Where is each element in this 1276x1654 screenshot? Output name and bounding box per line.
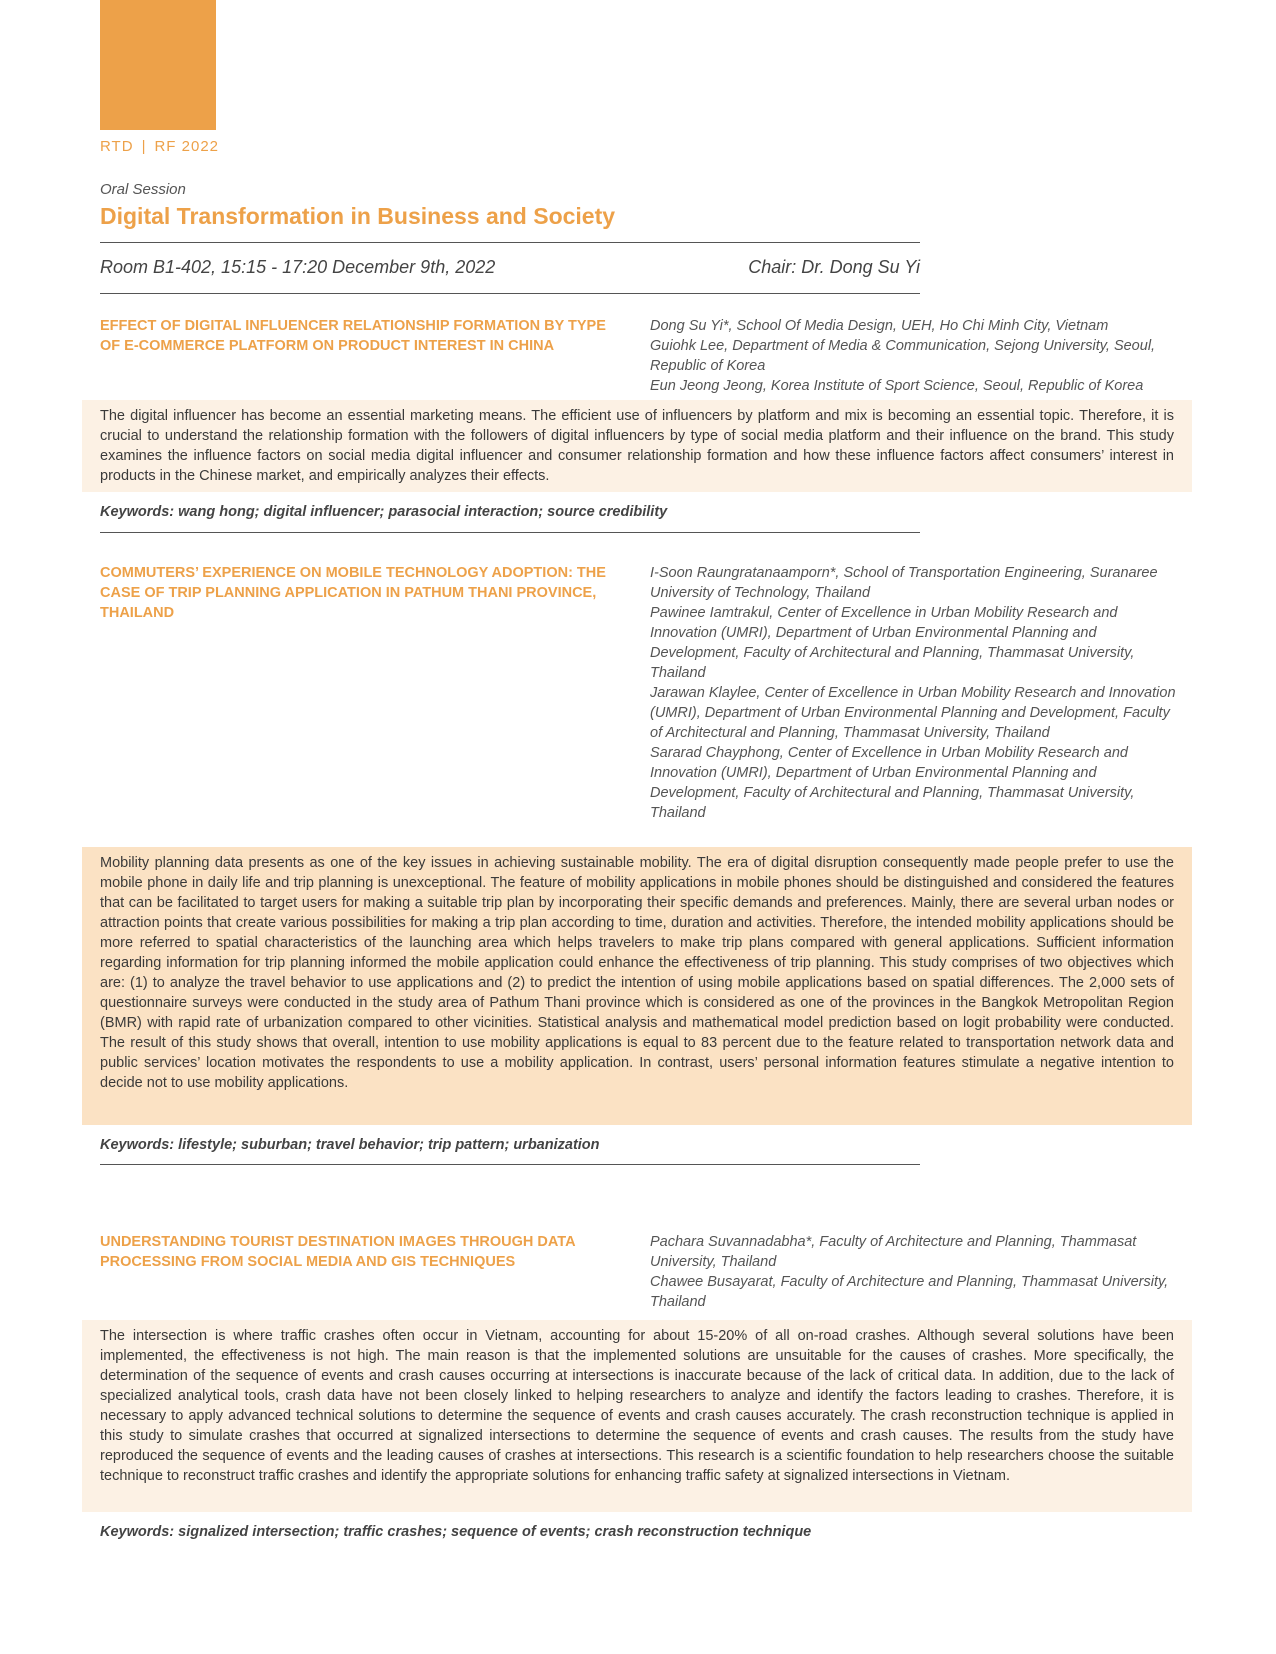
session-title: Digital Transformation in Business and Society bbox=[100, 203, 616, 229]
logo-color-block bbox=[100, 0, 216, 130]
divider bbox=[100, 293, 920, 294]
paper-keywords: Keywords: lifestyle; suburban; travel behavior; trip pattern; urbanization bbox=[100, 1137, 600, 1153]
divider bbox=[100, 532, 920, 533]
author-entry: Chawee Busayarat, Faculty of Architecture and Planning, Thammasat University, Thailand bbox=[650, 1274, 1169, 1310]
session-type: Oral Session bbox=[100, 181, 186, 198]
author-entry: Jarawan Klaylee, Center of Excellence in Urban Mobility Research and Innovation (UMRI), Department of Urban Environmental Planning and Development, Faculty of Architectural and Planning, Thammasat University, Thailand bbox=[650, 685, 1176, 741]
paper-title: EFFECT OF DIGITAL INFLUENCER RELATIONSHIP FORMATION BY TYPE OF E-COMMERCE PLATFORM ON PRODUCT INTEREST IN CHINA bbox=[100, 318, 606, 354]
org-label: RTD bbox=[100, 138, 134, 155]
divider bbox=[100, 242, 920, 243]
paper-title: COMMUTERS’ EXPERIENCE ON MOBILE TECHNOLOGY ADOPTION: THE CASE OF TRIP PLANNING APPLICATION IN PATHUM THANI PROVINCE, THAILAND bbox=[100, 565, 606, 621]
tag-separator: | bbox=[141, 138, 147, 155]
paper-title: UNDERSTANDING TOURIST DESTINATION IMAGES THROUGH DATA PROCESSING FROM SOCIAL MEDIA AND GIS TECHNIQUES bbox=[100, 1234, 576, 1270]
paper-authors bbox=[650, 563, 1180, 823]
paper-authors bbox=[650, 1232, 1180, 1312]
event-tag bbox=[100, 138, 219, 155]
paper-keywords: Keywords: signalized intersection; traffic crashes; sequence of events; crash reconstruction technique bbox=[100, 1524, 812, 1540]
session-chair: Chair: Dr. Dong Su Yi bbox=[748, 257, 920, 277]
paper-abstract: Mobility planning data presents as one of the key issues in achieving sustainable mobility. The era of digital disruption consequently made people prefer to use the mobile phone in daily life and trip planning is unexceptional. The feature of mobility applications in mobile phones should be distinguished and considered the features that can be facilitated to target users for making a suitable trip plan by incorporating their specific demands and preferences. Mainly, there are several urban nodes or attraction points that create various possibilities for making a trip plan according to time, duration and activities. Therefore, the intended mobility applications should be more referred to spatial characteristics of the launching area which helps travelers to make trip plans compared with general applications. Sufficient information regarding information for trip planning informed the mobile application could enhance the effectiveness of trip planning. This study comprises of two objectives which are: (1) to analyze the travel behavior to use applications and (2) to predict the intention of using mobile applications based on spatial differences. The 2,000 sets of questionnaire surveys were conducted in the study area of Pathum Thani province which is considered as one of the provinces in the Bangkok Metropolitan Region (BMR) with rapid rate of urbanization compared to other vicinities. Statistical analysis and mathematical model prediction based on logit probability were conducted. The result of this study shows that overall, intention to use mobility applications is equal to 83 percent due to the feature related to transportation network data and public services’ location motivates the respondents to use a mobility application. In contrast, users’ personal information features stimulate a negative intention to decide not to use mobility applications. bbox=[82, 847, 1192, 1125]
author-entry: Dong Su Yi*, School Of Media Design, UEH, Ho Chi Minh City, Vietnam bbox=[650, 318, 1109, 334]
paper-abstract: The intersection is where traffic crashes often occur in Vietnam, accounting for about 15-20% of all on-road crashes. Although several solutions have been implemented, the effectiveness is not high. The main reason is that the implemented solutions are unsuitable for the causes of crashes. More specifically, the determination of the sequence of events and crash causes occurring at intersections is inaccurate because of the lack of critical data. In addition, due to the lack of specialized analytical tools, crash data have not been closely linked to helping researchers to analyze and identify the factors leading to crashes. Therefore, it is necessary to apply advanced technical solutions to determine the sequence of events and crash causes accurately. The crash reconstruction technique is applied in this study to simulate crashes that occurred at signalized intersections to determine the sequence of events and crash causes. The results from the study have reproduced the sequence of events and the leading causes of crashes at intersections. This research is a scientific foundation to help researchers choose the suitable technique to reconstruct traffic crashes and identify the appropriate solutions for enhancing traffic safety at signalized intersections in Vietnam. bbox=[82, 1320, 1192, 1512]
author-entry: Pawinee Iamtrakul, Center of Excellence in Urban Mobility Research and Innovation (UMRI), Department of Urban Environmental Planning and Development, Faculty of Architectural and Planning, Thammasat University, Thailand bbox=[650, 605, 1135, 681]
paper-authors bbox=[650, 316, 1180, 396]
paper-keywords: Keywords: wang hong; digital influencer; parasocial interaction; source credibility bbox=[100, 504, 668, 520]
paper-abstract: The digital influencer has become an essential marketing means. The efficient use of influencers by platform and mix is becoming an essential topic. Therefore, it is crucial to understand the relationship formation with the followers of digital influencers by type of social media platform and their influence on the brand. This study examines the influence factors on social media digital influencer and consumer relationship formation and how these influence factors affect consumers’ interest in products in the Chinese market, and empirically analyzes their effects. bbox=[82, 400, 1192, 492]
event-label: RF 2022 bbox=[154, 138, 220, 155]
author-entry: I-Soon Raungratanaamporn*, School of Transportation Engineering, Suranaree University of Technology, Thailand bbox=[650, 565, 1158, 601]
divider bbox=[100, 1164, 920, 1165]
author-entry: Guiohk Lee, Department of Media & Communication, Sejong University, Seoul, Republic of Korea bbox=[650, 338, 1156, 374]
author-entry: Sararad Chayphong, Center of Excellence in Urban Mobility Research and Innovation (UMRI), Department of Urban Environmental Planning and Development, Faculty of Architectural and Planning, Thammasat University, Thailand bbox=[650, 745, 1135, 821]
author-entry: Eun Jeong Jeong, Korea Institute of Sport Science, Seoul, Republic of Korea bbox=[650, 378, 1144, 394]
room-time: Room B1-402, 15:15 - 17:20 December 9th, 2022 bbox=[100, 257, 496, 277]
author-entry: Pachara Suvannadabha*, Faculty of Architecture and Planning, Thammasat University, Thailand bbox=[650, 1234, 1137, 1270]
